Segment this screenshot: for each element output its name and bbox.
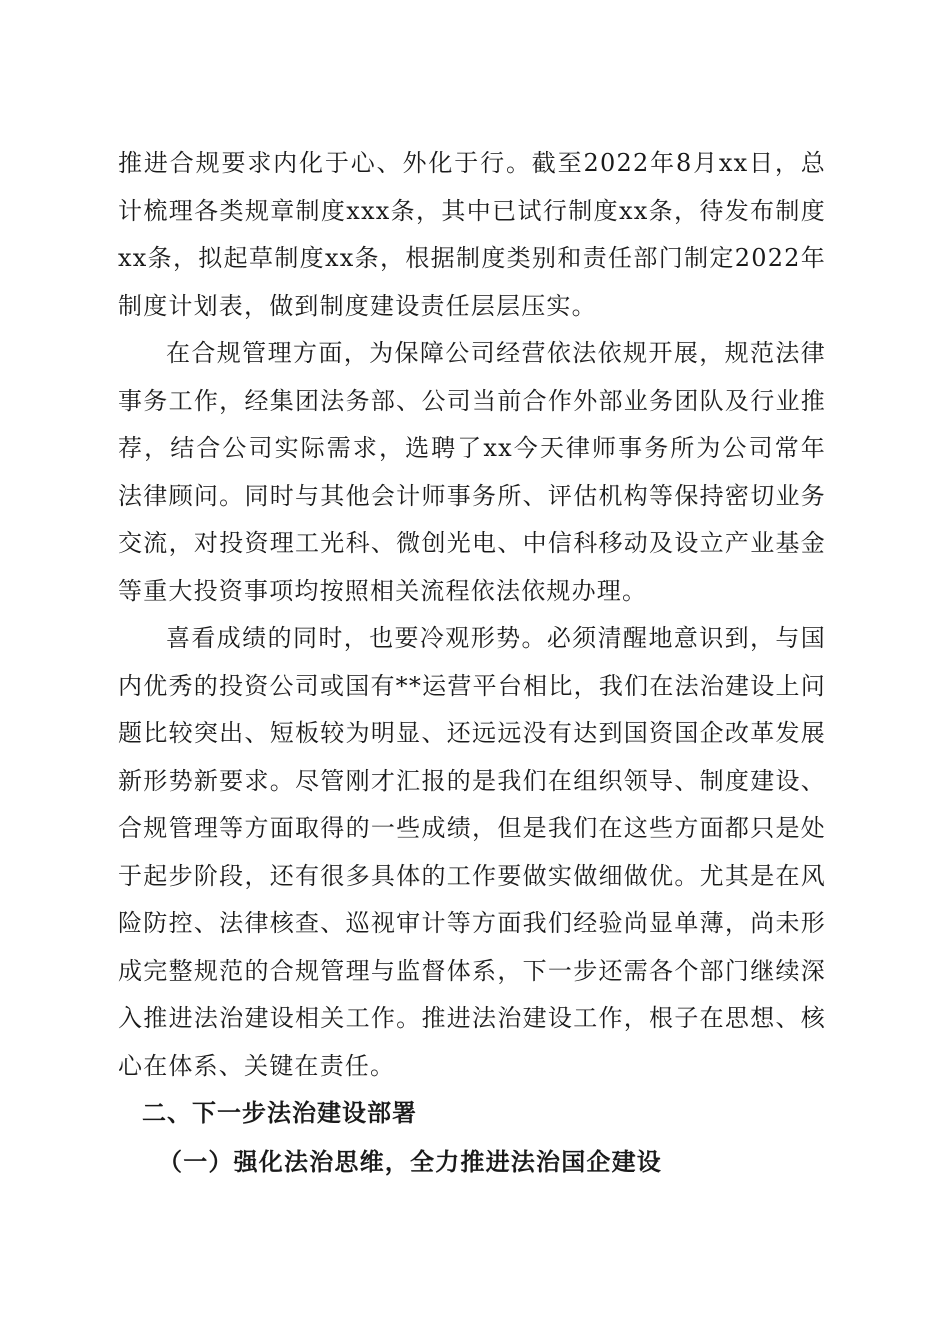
paragraph-situation-analysis: 喜看成绩的同时，也要冷观形势。必须清醒地意识到，与国内优秀的投资公司或国有**运营平台相比，我们在法治建设上问题比较突出、短板较为明显、还远远没有达到国资国企改革发展新形势新要求。尽管刚才汇报的是我们在组织领导、制度建设、合规管理等方面取得的一些成绩，但是我们在这些方面都只是处于起步阶段，还有很多具体的工作要做实做细做优。尤其是在风险防控、法律核查、巡视审计等方面我们经验尚显单薄，尚未形成完整规范的合规管理与监督体系，下一步还需各个部门继续深入推进法治建设相关工作。推进法治建设工作，根子在思想、核心在体系、关键在责任。 — [118, 624, 826, 1080]
paragraph-continuation: 推进合规要求内化于心、外化于行。截至2022年8月xx日，总计梳理各类规章制度xxx条，其中已试行制度xx条，待发布制度xx条，拟起草制度xx条，根据制度类别和责任部门制定2022年制度计划表，做到制度建设责任层层压实。 — [118, 149, 826, 320]
subsection-heading: （一）强化法治思维，全力推进法治国企建设 — [158, 1146, 662, 1176]
document-page — [118, 140, 826, 1185]
section-heading: 二、下一步法治建设部署 — [142, 1099, 417, 1127]
paragraph-compliance-management: 在合规管理方面，为保障公司经营依法依规开展，规范法律事务工作，经集团法务部、公司当前合作外部业务团队及行业推荐，结合公司实际需求，选聘了xx今天律师事务所为公司常年法律顾问。同时与其他会计师事务所、评估机构等保持密切业务交流，对投资理工光科、微创光电、中信科移动及设立产业基金等重大投资事项均按照相关流程依法依规办理。 — [118, 339, 826, 605]
